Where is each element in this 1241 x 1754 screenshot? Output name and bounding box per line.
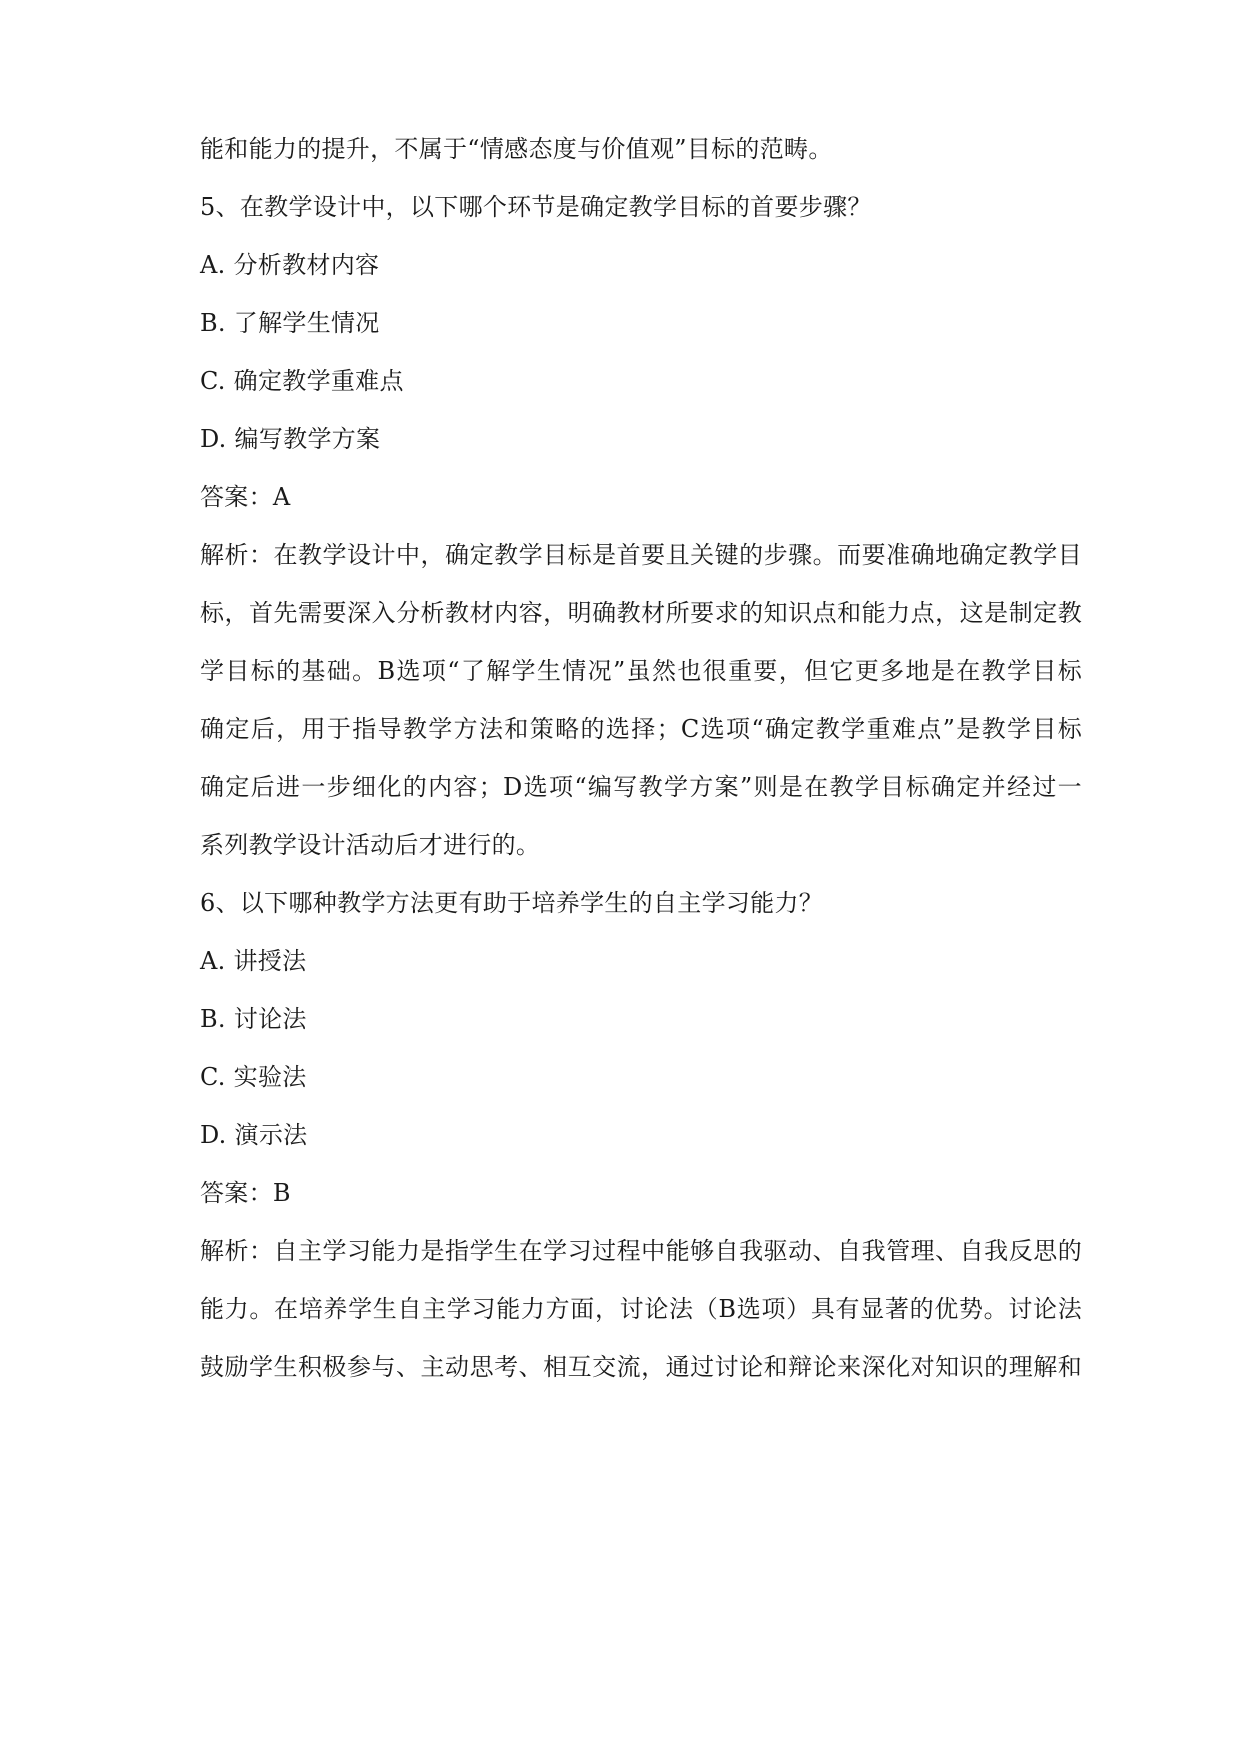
question-6-stem: 6、以下哪种教学方法更有助于培养学生的自主学习能力？	[200, 889, 824, 917]
question-6-option-c: C. 实验法	[200, 1063, 307, 1091]
question-5-option-c: C. 确定教学重难点	[200, 367, 404, 395]
question-6-analysis-line: 能力。在培养学生自主学习能力方面，讨论法（B选项）具有显著的优势。讨论法	[200, 1295, 1082, 1323]
question-6-option-b: B. 讨论法	[200, 1005, 307, 1033]
question-5-analysis-line: 确定后，用于指导教学方法和策略的选择；C选项“确定教学重难点”是教学目标	[200, 715, 1082, 743]
question-6-option-a: A. 讲授法	[200, 947, 307, 975]
question-5-analysis-line: 学目标的基础。B选项“了解学生情况”虽然也很重要，但它更多地是在教学目标	[200, 657, 1082, 685]
question-5-option-d: D. 编写教学方案	[200, 425, 381, 453]
question-5-analysis-line: 确定后进一步细化的内容；D选项“编写教学方案”则是在教学目标确定并经过一	[200, 773, 1082, 801]
question-5-option-b: B. 了解学生情况	[200, 309, 380, 337]
question-5-option-a: A. 分析教材内容	[200, 251, 380, 279]
question-5-analysis-line: 标，首先需要深入分析教材内容，明确教材所要求的知识点和能力点，这是制定教	[200, 599, 1082, 627]
question-6-option-d: D. 演示法	[200, 1121, 308, 1149]
question-6-answer: 答案：B	[200, 1179, 291, 1207]
question-5-stem: 5、在教学设计中，以下哪个环节是确定教学目标的首要步骤？	[200, 193, 872, 221]
question-5-analysis-line: 解析：在教学设计中，确定教学目标是首要且关键的步骤。而要准确地确定教学目	[200, 541, 1082, 569]
question-5-analysis-line: 系列教学设计活动后才进行的。	[200, 831, 541, 859]
question-6-analysis-line: 鼓励学生积极参与、主动思考、相互交流，通过讨论和辩论来深化对知识的理解和	[200, 1353, 1082, 1381]
previous-analysis-tail: 能和能力的提升，不属于“情感态度与价值观”目标的范畴。	[200, 135, 833, 163]
question-6-analysis-line: 解析：自主学习能力是指学生在学习过程中能够自我驱动、自我管理、自我反思的	[200, 1237, 1082, 1265]
question-5-answer: 答案：A	[200, 483, 291, 511]
